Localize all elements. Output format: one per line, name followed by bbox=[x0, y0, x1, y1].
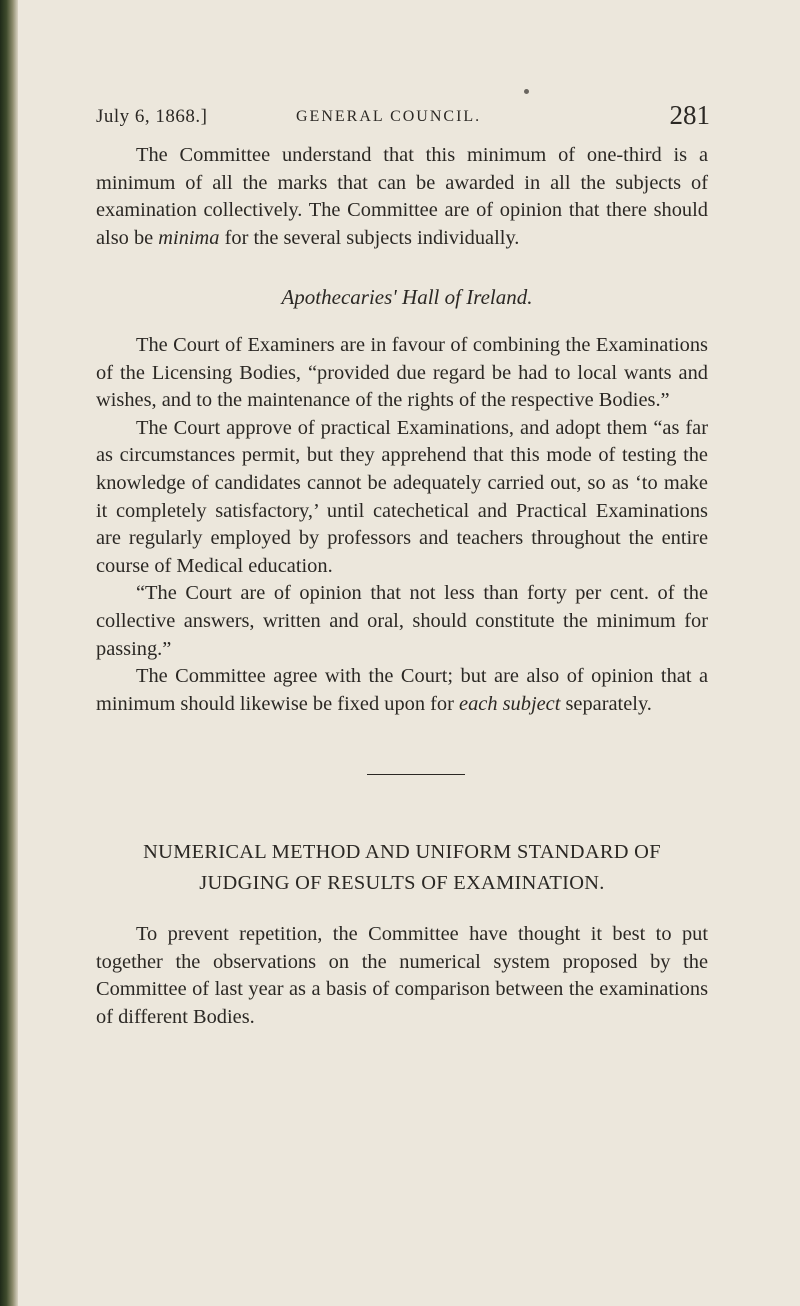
running-head-date: July 6, 1868.] bbox=[96, 106, 208, 127]
main-heading bbox=[96, 837, 708, 899]
main-heading-line: NUMERICAL METHOD AND UNIFORM STANDARD OF bbox=[143, 841, 661, 864]
paragraph-text: separately. bbox=[560, 692, 652, 715]
page-body bbox=[96, 142, 708, 1032]
paragraph-text: for the several subjects individually. bbox=[219, 226, 520, 249]
main-heading-line: JUDGING OF RESULTS OF EXAMINATION. bbox=[199, 872, 605, 895]
section-divider bbox=[367, 774, 465, 775]
paragraph-committee-minimum bbox=[96, 142, 708, 252]
running-head bbox=[96, 100, 710, 134]
paragraph-court-practical: The Court approve of practical Examinations, and adopt them “as far as circumstances permit, but they apprehend that this mode of testing the knowledge of candidates cannot be adequately carried out, so as ‘to make it completely satisfactory,’ until catechetical and Practical Examinations are regularly employed by professors and teachers throughout the entire course of Medical education. bbox=[96, 416, 708, 577]
running-head-title: GENERAL COUNCIL. bbox=[296, 108, 482, 125]
paragraph-court-minimum: “The Court are of opinion that not less than forty per cent. of the collective answers, written and oral, should constitute the minimum for passing.” bbox=[96, 582, 708, 660]
paragraph-court-combining: The Court of Examiners are in favour of combining the Examinations of the Licensing Bodies, “provided due regard be had to local wants and wishes, and to the maintenance of the rights of the respective Bodies.” bbox=[96, 333, 708, 412]
page-number: 281 bbox=[669, 100, 710, 130]
italic-term: each subject bbox=[459, 692, 561, 715]
paragraph-committee-agree bbox=[96, 663, 708, 718]
paragraph-text: The Committee agree with the Court; but are also of opinion that a minimum should likewise be fixed upon for bbox=[96, 665, 708, 715]
paragraph-text: The Committee understand that this minimum of one-third is a minimum of all the marks that can be awarded in all the subjects of examination collectively. The Committee are of opinion that there should also be bbox=[96, 144, 708, 249]
binding-edge bbox=[0, 0, 18, 1306]
section-title: Apothecaries' Hall of Ireland. bbox=[281, 285, 533, 310]
ink-speck bbox=[524, 89, 529, 94]
italic-term: minima bbox=[158, 226, 220, 249]
paragraph-numerical-system: To prevent repetition, the Committee have thought it best to put together the observations on the numerical system proposed by the Committee of last year as a basis of comparison between the examinations of different Bodies. bbox=[96, 923, 708, 1029]
